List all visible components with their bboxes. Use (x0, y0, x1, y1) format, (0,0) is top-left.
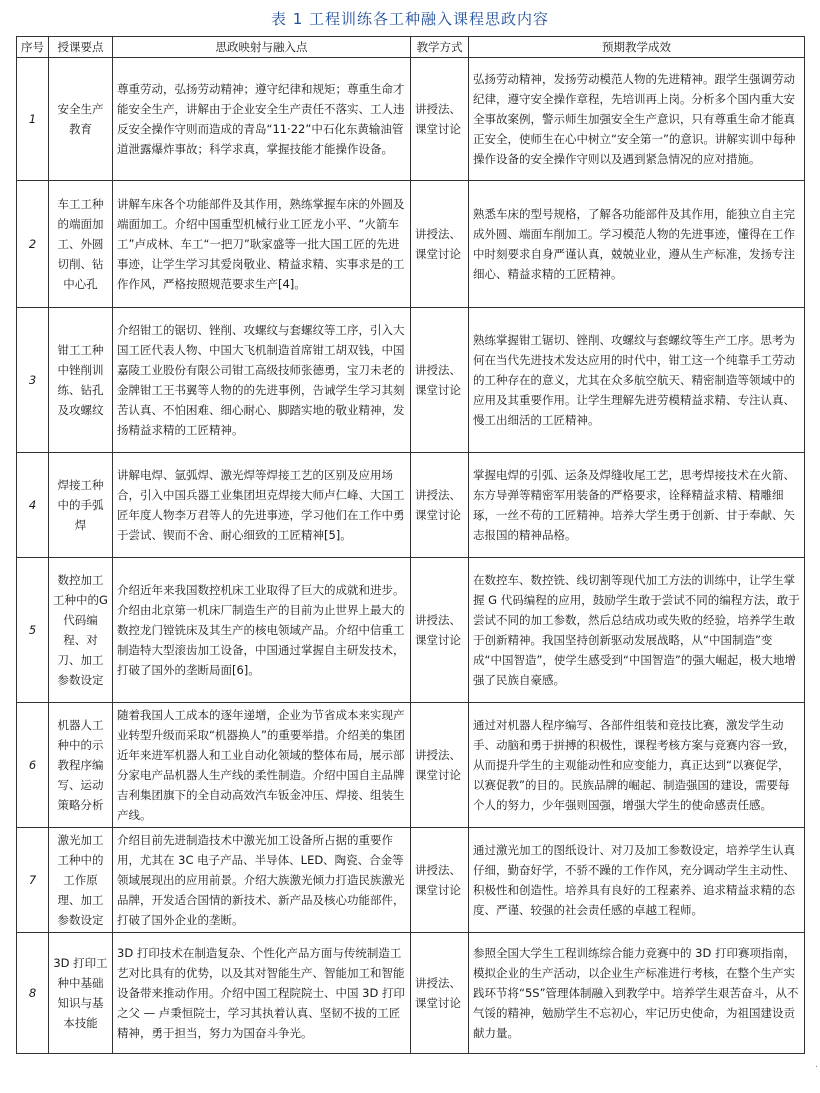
row-number: 4 (17, 453, 49, 558)
teaching-method: 讲授法、课堂讨论 (411, 58, 469, 181)
teaching-method: 讲授法、课堂讨论 (411, 933, 469, 1054)
table-row (17, 828, 805, 933)
header-content: 思政映射与融入点 (113, 37, 411, 58)
teaching-point: 钳工工种中锉削训练、钻孔及攻螺纹 (49, 308, 113, 453)
teaching-point: 激光加工工种中的工作原理、加工参数设定 (49, 828, 113, 933)
expected-result: 弘扬劳动精神，发扬劳动模范人物的先进精神。跟学生强调劳动纪律，遵守安全操作章程，先培训再上岗。分析多个国内重大安全事故案例，警示师生加强安全生产意识，只有尊重生命才能真正安全，使师生在心中树立“安全第一”的意识。讲解实训中每种操作设备的安全操作守则以及遇到紧急情况的应对措施。 (469, 58, 805, 181)
teaching-method: 讲授法、课堂讨论 (411, 703, 469, 828)
teaching-point: 安全生产教育 (49, 58, 113, 181)
expected-result: 参照全国大学生工程训练综合能力竞赛中的 3D 打印赛项指南，模拟企业的生产活动，以企业生产标准进行考核，在整个生产实践环节将“5S”管理体制融入到教学中。培养学生艰苦奋斗，从不气馁的精神，勉励学生不忘初心，牢记历史使命，为祖国建设贡献力量。 (469, 933, 805, 1054)
curriculum-table (16, 36, 805, 1054)
table-row (17, 181, 805, 308)
header-no: 序号 (17, 37, 49, 58)
ideology-content: 介绍近年来我国数控机床工业取得了巨大的成就和进步。介绍由北京第一机床厂制造生产的目前为止世界上最大的数控龙门镗铣床及其生产的核电领域产品。介绍中信重工制造特大型滚齿加工设备，中国通过掌握自主研发技术，打破了国外的垄断局面[6]。 (113, 558, 411, 703)
teaching-method: 讲授法、课堂讨论 (411, 558, 469, 703)
teaching-point: 车工工种的端面加工、外圆切削、钻中心孔 (49, 181, 113, 308)
teaching-point: 焊接工种中的手弧焊 (49, 453, 113, 558)
table-row (17, 308, 805, 453)
teaching-method: 讲授法、课堂讨论 (411, 828, 469, 933)
header-point: 授课要点 (49, 37, 113, 58)
teaching-point: 机器人工种中的示教程序编写、运动策略分析 (49, 703, 113, 828)
ideology-content: 介绍目前先进制造技术中激光加工设备所占据的重要作用，尤其在 3C 电子产品、半导体、LED、陶瓷、合金等领域展现出的应用前景。介绍大族激光倾力打造民族激光品牌，开发适合国情的新技术、新产品及核心功能部件，打破了国外企业的垄断。 (113, 828, 411, 933)
expected-result: 通过激光加工的图纸设计、对刀及加工参数设定，培养学生认真仔细，勤奋好学，不骄不躁的工作作风，充分调动学生主动性、积极性和创造性。培养具有良好的工程素养、追求精益求精的态度、严谨、较强的社会责任感的卓越工程师。 (469, 828, 805, 933)
ideology-content: 介绍钳工的锯切、锉削、攻螺纹与套螺纹等工序，引入大国工匠代表人物、中国大飞机制造首席钳工胡双钱，中国嘉陵工业股份有限公司钳工高级技师张德勇，宝刀未老的金牌钳工王书翼等人物的的先进事例，告诫学生学习其刻苦认真、不怕困难、细心耐心、脚踏实地的敬业精神，发扬精益求精的工匠精神。 (113, 308, 411, 453)
row-number: 2 (17, 181, 49, 308)
teaching-method: 讲授法、课堂讨论 (411, 308, 469, 453)
table-caption: 表 1 工程训练各工种融入课程思政内容 (270, 10, 550, 28)
row-number: 8 (17, 933, 49, 1054)
table-row (17, 703, 805, 828)
table-row (17, 58, 805, 181)
teaching-point: 3D 打印工种中基础知识与基本技能 (49, 933, 113, 1054)
row-number: 1 (17, 58, 49, 181)
header-row (17, 37, 805, 58)
ideology-content: 随着我国人工成本的逐年递增，企业为节省成本来实现产业转型升级而采取“机器换人”的重要举措。介绍美的集团近年来进军机器人和工业自动化领域的整体布局，展示部分家电产品机器人生产线的柔性制造。介绍中国自主品牌吉利集团旗下的全自动高效汽车钣金冲压、焊接、组装生产线。 (113, 703, 411, 828)
teaching-method: 讲授法、课堂讨论 (411, 181, 469, 308)
expected-result: 熟练掌握钳工锯切、锉削、攻螺纹与套螺纹等生产工序。思考为何在当代先进技术发达应用的时代中，钳工这一个纯靠手工劳动的工种存在的意义，尤其在众多航空航天、精密制造等领域中的应用及其重要作用。让学生理解先进劳模精益求精、专注认真、慢工出细活的工匠精神。 (469, 308, 805, 453)
row-number: 6 (17, 703, 49, 828)
teaching-method: 讲授法、课堂讨论 (411, 453, 469, 558)
row-number: 5 (17, 558, 49, 703)
table-row (17, 933, 805, 1054)
teaching-point: 数控加工工种中的G代码编程、对刀、加工参数设定 (49, 558, 113, 703)
page-edge-mark: · (814, 1062, 818, 1073)
ideology-content: 3D 打印技术在制造复杂、个性化产品方面与传统制造工艺对比具有的优势，以及其对智能生产、智能加工和智能设备带来推动作用。介绍中国工程院院士、中国 3D 打印之父 — 卢秉恒院士，学习其执着认真、坚韧不拔的工匠精神，勇于担当，努力为国奋斗争光。 (113, 933, 411, 1054)
expected-result: 在数控车、数控铣、线切割等现代加工方法的训练中，让学生掌握 G 代码编程的应用，鼓励学生敢于尝试不同的编程方法，敢于尝试不同的加工参数，然后总结成功或失败的经验，培养学生敢于创新精神。我国坚持创新驱动发展战略，从“中国制造”变成“中国智造”，使学生感受到“中国智造”的强大崛起，极大地增强了民族自豪感。 (469, 558, 805, 703)
ideology-content: 尊重劳动，弘扬劳动精神；遵守纪律和规矩；尊重生命才能安全生产，讲解由于企业安全生产责任不落实、工人违反安全操作守则而造成的青岛“11·22”中石化东黄输油管道泄露爆炸事故；科学求真，掌握技能才能操作设备。 (113, 58, 411, 181)
row-number: 7 (17, 828, 49, 933)
expected-result: 熟悉车床的型号规格，了解各功能部件及其作用，能独立自主完成外圆、端面车削加工。学习模范人物的先进事迹，懂得在工作中时刻要求自身严谨认真，兢兢业业，遵从生产标准，发扬专注细心、精益求精的工匠精神。 (469, 181, 805, 308)
header-result: 预期教学成效 (469, 37, 805, 58)
table-row (17, 558, 805, 703)
ideology-content: 讲解车床各个功能部件及其作用，熟练掌握车床的外圆及端面加工。介绍中国重型机械行业工匠龙小平、“火箭车工”卢成林、车工“一把刀”耿家盛等一批大国工匠的先进事迹，让学生学习其爱岗敬业、精益求精、实事求是的工作作风，严格按照规范要求生产[4]。 (113, 181, 411, 308)
expected-result: 通过对机器人程序编写、各部件组装和竞技比赛，激发学生动手、动脑和勇于拼搏的积极性，课程考核方案与竞赛内容一致，从而提升学生的主观能动性和应变能力，真正达到“以赛促学，以赛促教”的目的。民族品牌的崛起、制造强国的建设，需要每个人的努力，少年强则国强，增强大学生的使命感责任感。 (469, 703, 805, 828)
row-number: 3 (17, 308, 49, 453)
expected-result: 掌握电焊的引弧、运条及焊缝收尾工艺，思考焊接技术在火箭、东方导弹等精密军用装备的严格要求，诠释精益求精、精雕细琢，一丝不苟的工匠精神。培养大学生勇于创新、甘于奉献、矢志报国的精神品格。 (469, 453, 805, 558)
ideology-content: 讲解电焊、氩弧焊、激光焊等焊接工艺的区别及应用场合，引入中国兵器工业集团坦克焊接大师卢仁峰、大国工匠年度人物李万君等人的先进事迹，学习他们在工作中勇于尝试、锲而不舍、耐心细致的工匠精神[5]。 (113, 453, 411, 558)
header-method: 教学方式 (411, 37, 469, 58)
table-row (17, 453, 805, 558)
